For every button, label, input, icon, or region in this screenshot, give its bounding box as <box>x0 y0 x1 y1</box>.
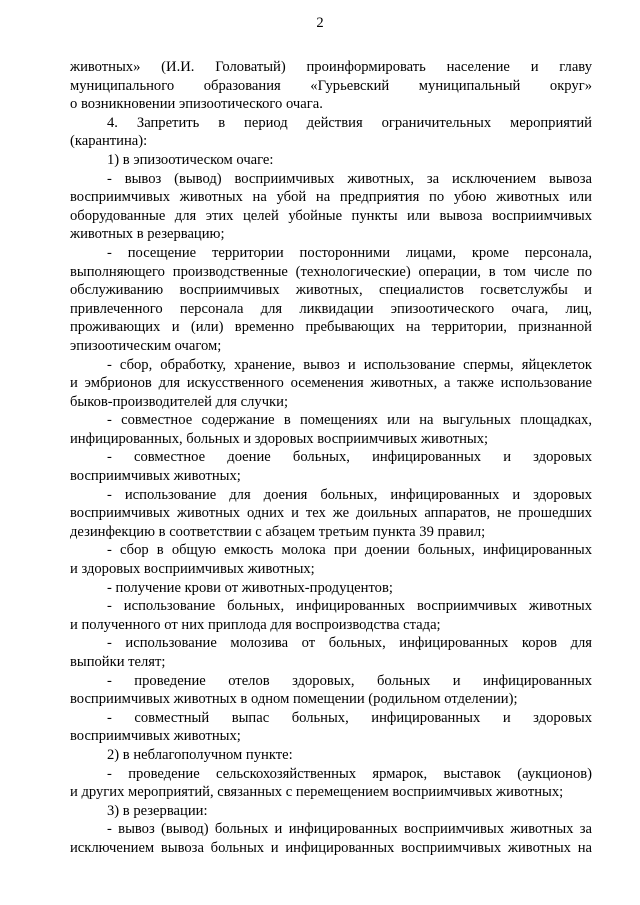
text-line: животных» (И.И. Головатый) проинформировать население и главу <box>70 59 592 75</box>
text-line: 4. Запретить в период действия ограничительных мероприятий <box>107 114 592 131</box>
text-line: обслуживанию восприимчивых животных, специалистов госветслужбы и <box>70 282 592 299</box>
text-line: и других мероприятий, связанных с перемещением восприимчивых животных; <box>70 784 564 801</box>
text-line: - сбор, обработку, хранение, вывоз и использование спермы, яйцеклеток <box>107 356 592 373</box>
text-line: инфицированных, больных и здоровых восприимчивых животных; <box>70 430 489 447</box>
text-line: (карантина): <box>70 133 148 150</box>
text-line: исключением вывоза больных и инфицированных восприимчивых животных на <box>70 839 592 856</box>
text-line: и здоровых восприимчивых животных; <box>70 561 315 578</box>
text-line: - проведение сельскохозяйственных ярмарок, выставок (аукционов) <box>107 765 592 782</box>
text-line: и эмбрионов для искусственного осеменения животных, а также использование <box>70 375 592 392</box>
text-line: и полученного от них приплода для воспроизводства стада; <box>70 616 441 633</box>
text-line: дезинфекцию в соответствии с абзацем третьим пункта 39 правил; <box>70 523 486 540</box>
text-line: восприимчивых животных; <box>70 728 241 745</box>
text-line: оборудованные для этих целей убойные пункты или вывоза восприимчивых <box>70 207 592 224</box>
text-line: - совместный выпас больных, инфицированных и здоровых <box>107 709 592 726</box>
text-line: выполняющего производственные (технологические) операции, в том числе по <box>70 263 592 280</box>
text-line: - использование для доения больных, инфицированных и здоровых <box>107 486 592 503</box>
text-line: муниципального образования «Гурьевский муниципальный округ» <box>70 77 592 94</box>
text-line: - вывоз (вывод) больных и инфицированных восприимчивых животных за <box>107 821 592 838</box>
text-line: - получение крови от животных-продуцентов; <box>107 579 393 596</box>
text-line: - проведение отелов здоровых, больных и инфицированных <box>107 672 592 689</box>
text-line: проживающих и (или) временно пребывающих на территории, признанной <box>70 319 592 336</box>
text-line: животных в резервацию; <box>70 226 225 243</box>
text-line: - сбор в общую емкость молока при доении больных, инфицированных <box>107 542 592 559</box>
text-line: - посещение территории посторонними лицами, кроме персонала, <box>107 244 592 261</box>
text-line: привлеченного персонала для ликвидации эпизоотического очага, лиц, <box>70 300 592 317</box>
text-line: - использование молозива от больных, инфицированных коров для <box>107 635 592 652</box>
text-line: восприимчивых животных одних и тех же доильных аппаратов, не прошедших <box>70 505 592 522</box>
text-line: о возникновении эпизоотического очага. <box>70 96 323 113</box>
text-line: 2) в неблагополучном пункте: <box>107 746 293 763</box>
text-line: выпойки телят; <box>70 654 166 670</box>
text-line: восприимчивых животных; <box>70 468 241 485</box>
text-line: 1) в эпизоотическом очаге: <box>107 151 274 168</box>
text-line: восприимчивых животных в одном помещении (родильном отделении); <box>70 691 518 708</box>
text-line: - вывоз (вывод) восприимчивых животных, за исключением вывоза <box>107 170 592 187</box>
page-number: 2 <box>316 15 324 31</box>
text-line: восприимчивых животных на убой на предприятия по убою животных или <box>70 189 592 206</box>
text-line: - совместное содержание в помещениях или на выгульных площадках, <box>107 412 592 429</box>
document-body <box>70 58 592 858</box>
text-line: эпизоотическим очагом; <box>70 337 222 354</box>
text-line: - использование больных, инфицированных восприимчивых животных <box>107 598 592 615</box>
text-line: быков-производителей для случки; <box>70 393 289 410</box>
text-line: - совместное доение больных, инфицированных и здоровых <box>107 449 592 466</box>
text-line: 3) в резервации: <box>107 802 208 819</box>
